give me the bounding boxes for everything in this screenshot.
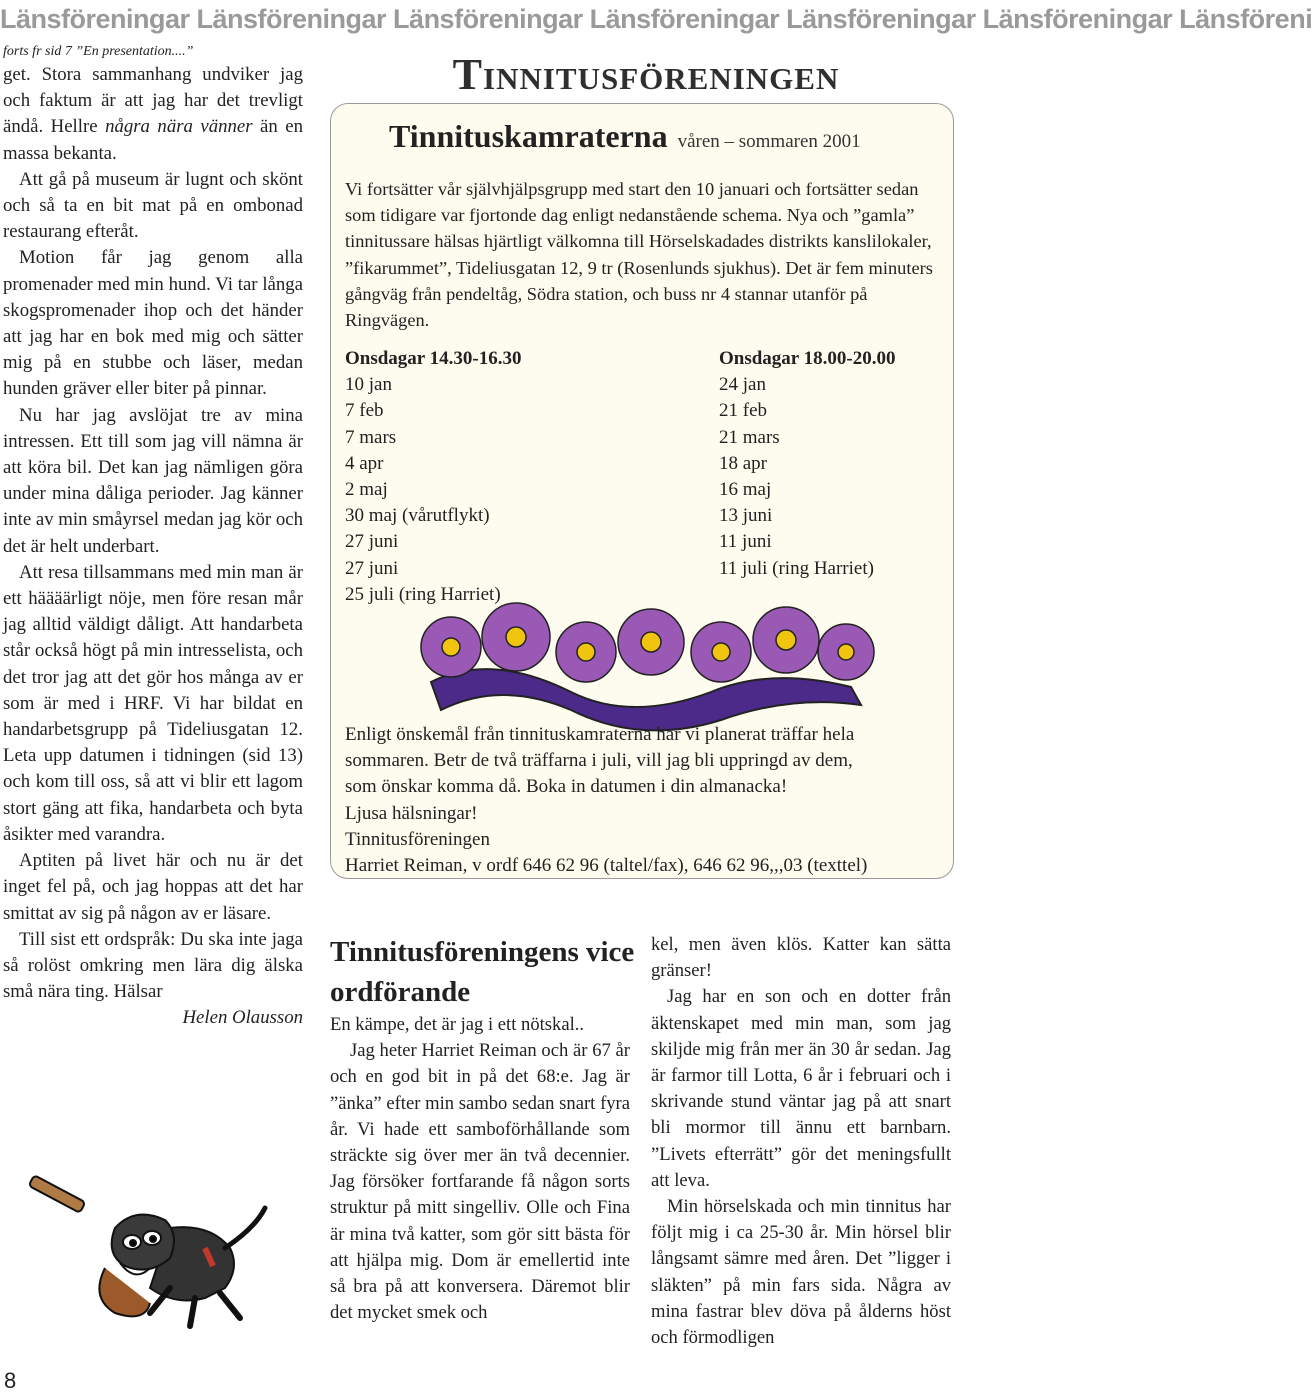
schedule-date: 7 mars — [345, 426, 397, 448]
left-paragraph-3: Motion får jag genom alla promenader med min hund. Vi tar långa skogspromenader ihop och det händer att jag har en bok med mig och sätter mig på en stubbe och läser, medan hunden gräver eller biter på pinnar. — [3, 247, 303, 400]
left-paragraph-5: Att resa tillsammans med min man är ett häääärligt nöje, men före resan mår jag alltid väldigt dåligt. Att handarbeta står också högt på min intresselista, och det tror jag att det gör hos många av er som är med i HRF. Vi har bildat en handarbetsgrupp på Tideliusgatan 12. Leta upp datumen i tidningen (sid 13) och kom till oss, så att vi blir ett lagom stort gäng att fika, handarbeta och byta åsikter med varandra. — [3, 561, 303, 845]
closing-line: sommaren. Betr de två träffarna i juli, vill jag bli uppringd av dem, — [345, 750, 853, 772]
box-title: Tinnituskamraterna — [389, 118, 668, 154]
text-run: än en massa bekanta. — [3, 116, 303, 164]
schedule-heading: Onsdagar 18.00-20.00 — [719, 348, 896, 369]
article-column-2 — [651, 932, 951, 1351]
schedule-date: 30 maj (vårutflykt) — [345, 505, 490, 527]
article-heading: Tinnitusföreningens vice ordförande — [330, 936, 635, 1008]
schedule-date: 11 juli (ring Harriet) — [719, 557, 874, 579]
schedule-date: 4 apr — [345, 452, 384, 474]
closing-line: Tinnitusföreningen — [345, 828, 490, 850]
schedule-date: 11 juni — [719, 531, 772, 553]
closing-line: Harriet Reiman, v ordf 646 62 96 (taltel/fax), 646 62 96,,,03 (texttel) — [345, 855, 868, 877]
organization-title: Tinnitusföreningen — [452, 50, 840, 99]
dog-illustration — [20, 1168, 280, 1338]
box-heading — [389, 118, 861, 155]
box-subtitle: våren – sommaren 2001 — [677, 131, 861, 152]
closing-line: Ljusa hälsningar! — [345, 802, 478, 824]
closing-line: Enligt önskemål från tinnituskamraterna har vi planerat träffar hela — [345, 724, 855, 745]
left-paragraph-7: Till sist ett ordspråk: Du ska inte jaga så rolöst omkring men lära dig älska små nära ting. Hälsar — [3, 928, 303, 1003]
meeting-schedule-box — [330, 103, 954, 879]
schedule-date: 16 maj — [719, 479, 772, 501]
schedule-heading: Onsdagar 14.30-16.30 — [345, 348, 522, 369]
schedule-date: 25 juli (ring Harriet) — [345, 583, 501, 605]
closing-line: som önskar komma då. Boka in datumen i din almanacka! — [345, 776, 788, 798]
left-paragraph-4: Nu har jag avslöjat tre av mina intressen. Ett till som jag vill nämna är att köra bil. Det kan jag nämligen göra under mina dåliga perioder. Jag känner inte av min småyrsel medan jag kör och det är helt underbart. — [3, 404, 303, 557]
article-paragraph: Jag heter Harriet Reiman och är 67 år och en god bit in på det 68:e. Jag är ”änka” efter min sambo sedan snart fyra år. Vi hade ett samboförhållande som sträckte sig över mer än två decennier. Jag försöker fortfarande få någon sorts struktur på mitt singelliv. Olle och Fina är mina två katter, som gör sitt bästa för att hjälpa mig. Dom är emellertid inte så bra på att konversera. Däremot blir det mycket smek och — [330, 1040, 630, 1324]
schedule-date: 18 apr — [719, 452, 768, 474]
schedule-date: 24 jan — [719, 374, 766, 396]
left-paragraph-2: Att gå på museum är lugnt och skönt och så ta en bit mat på en ombonad restaurang efteråt. — [3, 168, 303, 243]
schedule-date: 2 maj — [345, 479, 388, 501]
box-intro: Vi fortsätter vår självhjälpsgrupp med start den 10 januari och fortsätter sedan som tidigare var fjortonde dag enligt nedanstående schema. Nya och ”gamla” tinnitussare hälsas hjärtligt välkomna till Hörselskadades distrikts kanslilokaler, ”fikarummet”, Tideliusgatan 12, 9 tr (Rosenlunds sjukhus). Det är fem minuters gångväg från pendeltåg, Södra station, och buss nr 4 stannar utanför på Ringvägen. — [345, 179, 933, 331]
schedule-date: 27 juni — [345, 531, 399, 553]
left-paragraph-6: Aptiten på livet här och nu är det inget fel på, och jag hoppas att det har smittat av sig på någon av er läsare. — [3, 850, 303, 924]
flower-garland-illustration — [391, 602, 891, 712]
article-lead: En kämpe, det är jag i ett nötskal.. — [330, 1014, 585, 1035]
article-paragraph: kel, men även klös. Katter kan sätta gränser! — [651, 934, 951, 982]
schedule-date: 13 juni — [719, 505, 773, 527]
article-column-1 — [330, 1012, 630, 1326]
continued-note: forts fr sid 7 ”En presentation....” — [3, 44, 194, 59]
box-closing — [345, 722, 945, 879]
article-paragraph: Min hörselskada och min tinnitus har följt mig i ca 25-30 år. Min hörsel blir långsamt sämre med åren. Det ”ligger i släkten” på min fars sida. Några av mina fastrar blev döva på ålderns höst och förmodligen — [651, 1196, 951, 1349]
schedule-date: 10 jan — [345, 374, 392, 396]
left-column — [3, 42, 303, 1032]
schedule-date: 21 mars — [719, 426, 780, 448]
schedule-date: 27 juni — [345, 557, 399, 579]
signature: Helen Olausson — [182, 1007, 303, 1029]
page-number: 8 — [4, 1368, 17, 1393]
left-paragraph-1 — [3, 62, 303, 167]
schedule-date: 21 feb — [719, 400, 768, 422]
emphasis: några nära vänner — [105, 116, 253, 138]
schedule-evening — [719, 346, 895, 582]
article-paragraph: Jag har en son och en dotter från äktenskapet med min man, som jag skiljde mig från mer än 30 år sedan. Jag är farmor till Lotta, 6 år i februari och i skrivande stund väntar jag på att snart bli mormor till ännu ett barnbarn. ”Livets efterrätt” gör det meningsfullt att leva. — [651, 986, 951, 1191]
schedule-afternoon — [345, 346, 521, 608]
schedule-date: 7 feb — [345, 400, 384, 422]
text-run: get. Stora sammanhang undviker jag och faktum är att jag har det trevligt ändå. Hellre — [3, 64, 303, 138]
section-banner: Länsföreningar Länsföreningar Länsföreningar Länsföreningar Länsföreningar Länsföreningar Länsföreni — [0, 4, 1312, 34]
